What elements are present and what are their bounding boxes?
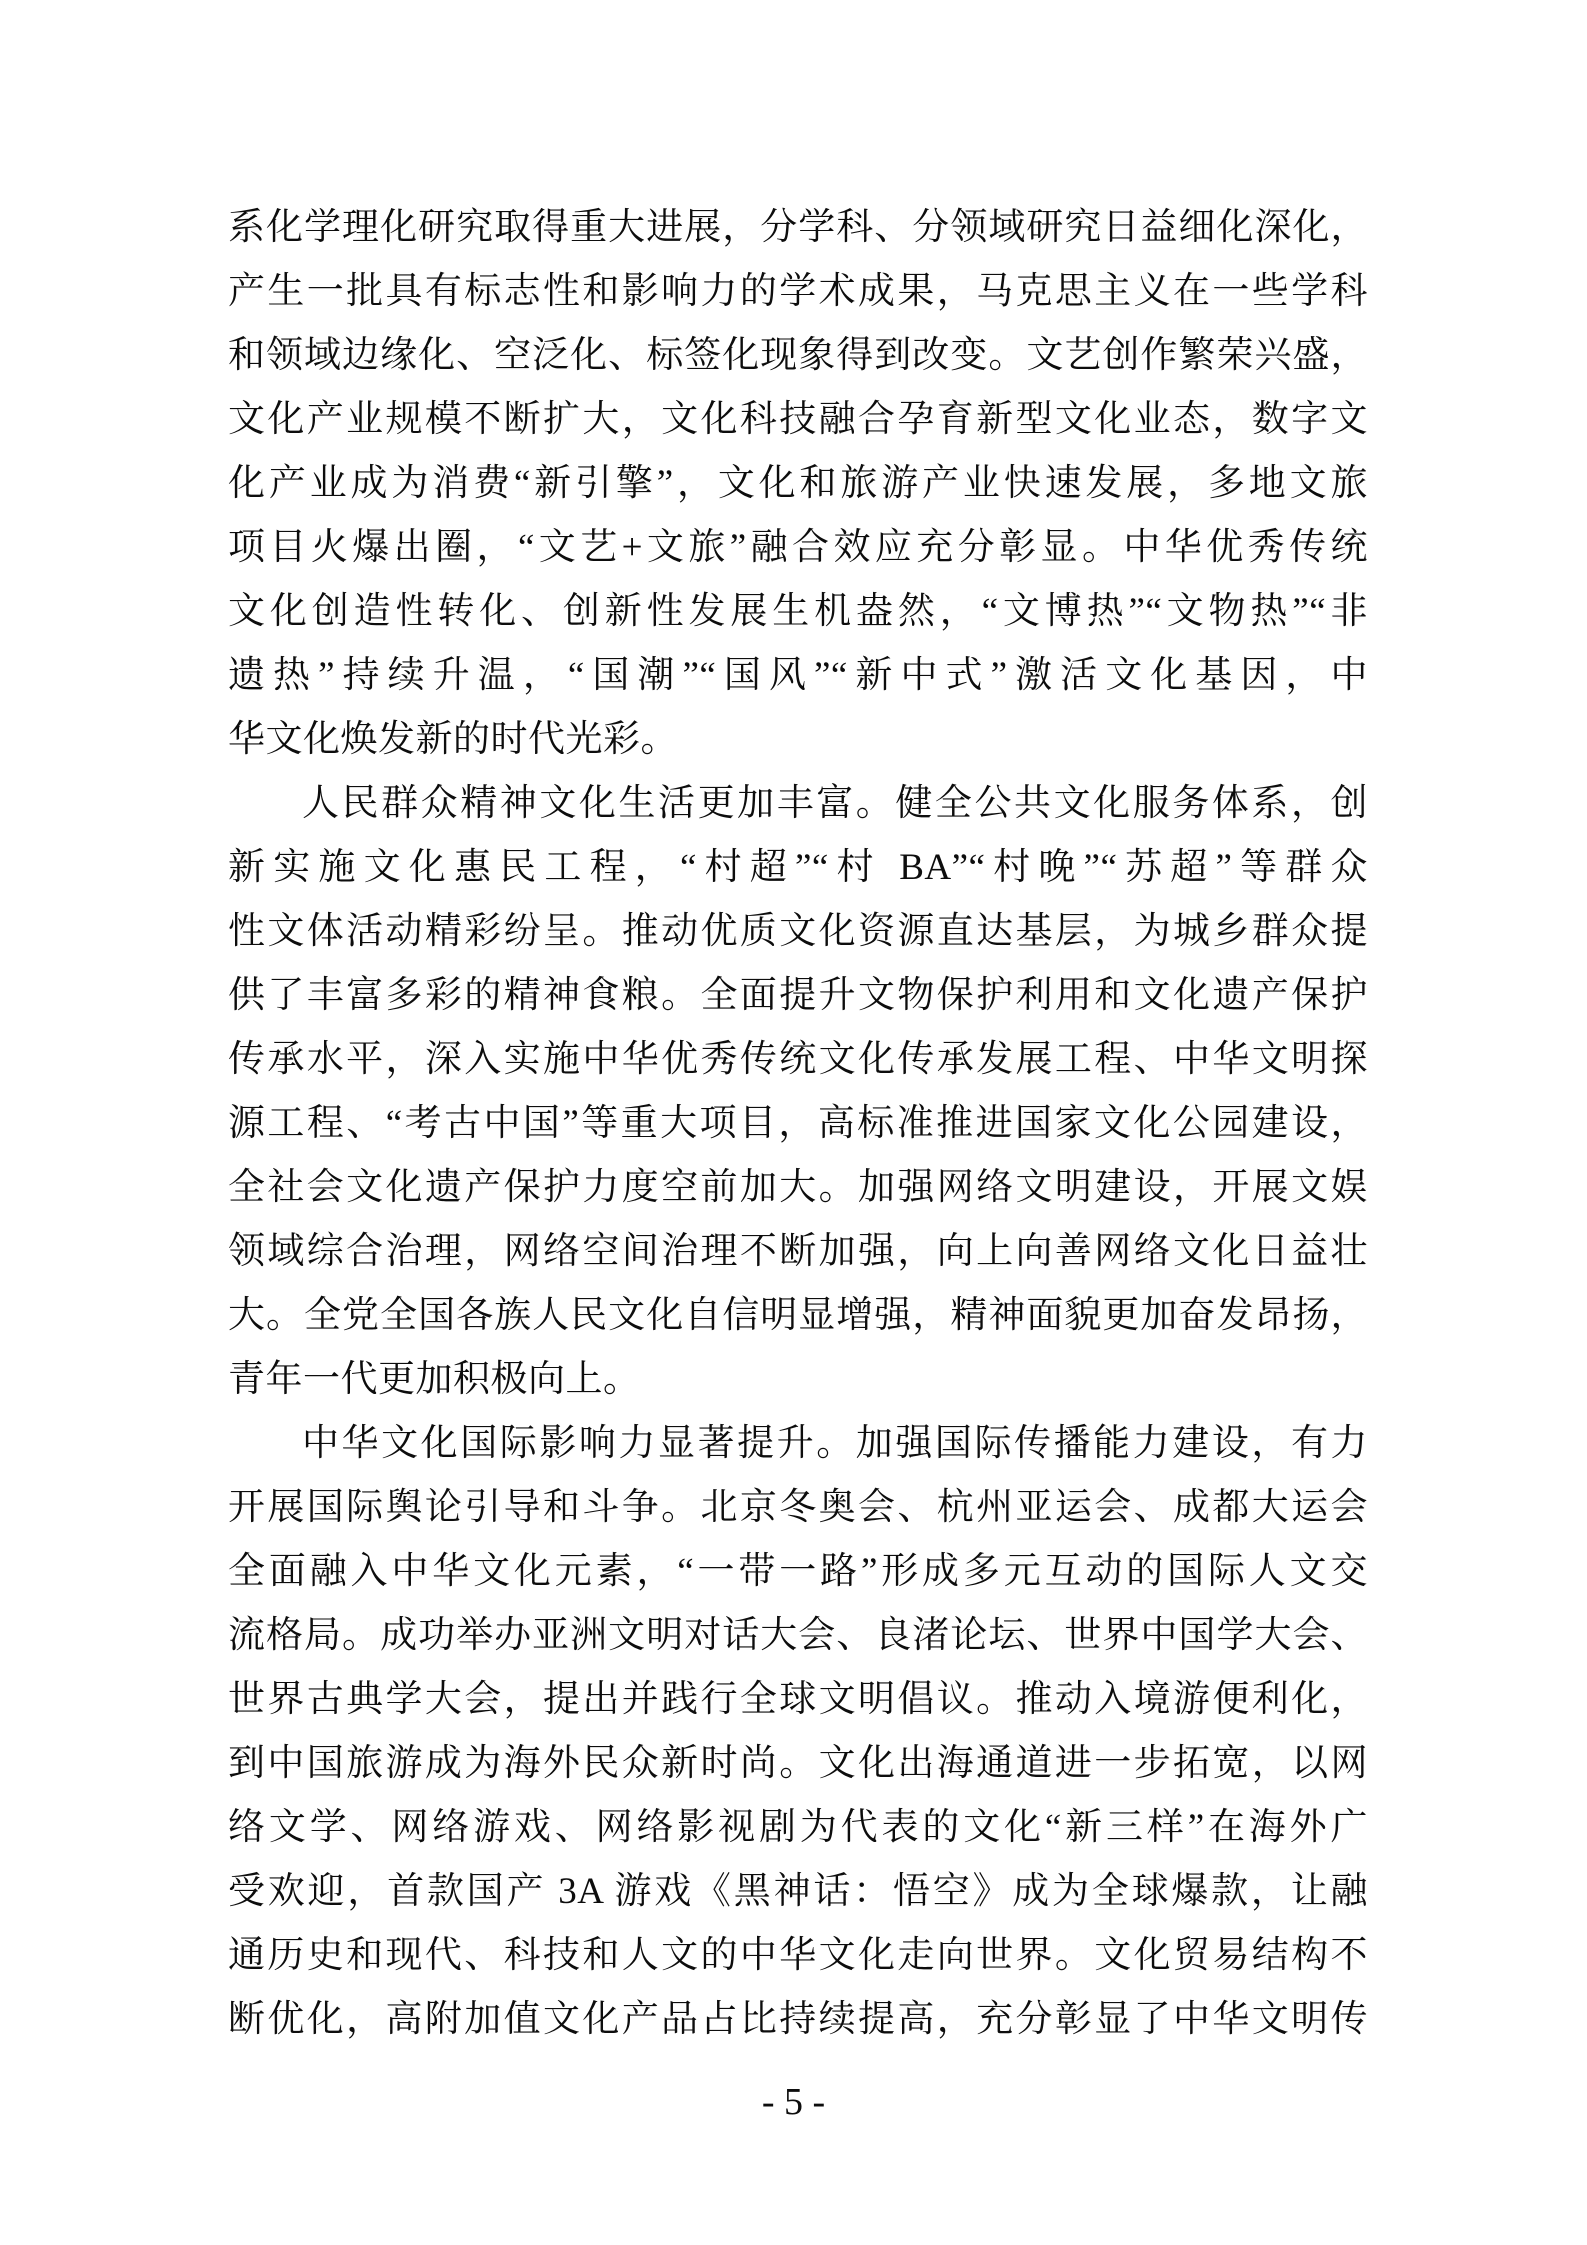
text-line: 大。全党全国各族人民文化自信明显增强，精神面貌更加奋发昂扬， [228, 1295, 1368, 1336]
text-line: 络文学、网络游戏、网络影视剧为代表的文化“新三样”在海外广 [228, 1807, 1368, 1848]
text-line: 开展国际舆论引导和斗争。北京冬奥会、杭州亚运会、成都大运会 [228, 1487, 1368, 1528]
text-line: 产生一批具有标志性和影响力的学术成果，马克思主义在一些学科 [228, 271, 1368, 312]
text-line: 系化学理化研究取得重大进展，分学科、分领域研究日益细化深化， [228, 207, 1368, 248]
text-line: 断优化，高附加值文化产品占比持续提高，充分彰显了中华文明传 [228, 1999, 1368, 2040]
text-line: 文化产业规模不断扩大，文化科技融合孕育新型文化业态，数字文 [228, 399, 1368, 440]
text-line: 遗热”持续升温，“国潮”“国风”“新中式”激活文化基因，中 [228, 655, 1368, 696]
text-line: 人民群众精神文化生活更加丰富。健全公共文化服务体系，创 [302, 783, 1368, 824]
page-number: - 5 - [761, 2081, 826, 2123]
text-line: 传承水平，深入实施中华优秀传统文化传承发展工程、中华文明探 [228, 1039, 1368, 1080]
text-line: 项目火爆出圈，“文艺+文旅”融合效应充分彰显。中华优秀传统 [228, 527, 1368, 568]
text-line: 性文体活动精彩纷呈。推动优质文化资源直达基层，为城乡群众提 [228, 911, 1368, 952]
text-line: 青年一代更加积极向上。 [228, 1359, 641, 1400]
text-line: 受欢迎，首款国产 3A 游戏《黑神话：悟空》成为全球爆款，让融 [228, 1871, 1368, 1912]
text-line: 全面融入中华文化元素，“一带一路”形成多元互动的国际人文交 [228, 1551, 1368, 1592]
text-line: 华文化焕发新的时代光彩。 [228, 719, 678, 760]
text-line: 全社会文化遗产保护力度空前加大。加强网络文明建设，开展文娱 [228, 1167, 1368, 1208]
text-line: 流格局。成功举办亚洲文明对话大会、良渚论坛、世界中国学大会、 [228, 1615, 1368, 1656]
text-line: 通历史和现代、科技和人文的中华文化走向世界。文化贸易结构不 [228, 1935, 1368, 1976]
text-line: 到中国旅游成为海外民众新时尚。文化出海通道进一步拓宽，以网 [228, 1743, 1368, 1784]
text-line: 新实施文化惠民工程，“村超”“村 BA”“村晚”“苏超”等群众 [228, 847, 1368, 888]
text-line: 源工程、“考古中国”等重大项目，高标准推进国家文化公园建设， [228, 1103, 1368, 1144]
text-line: 领域综合治理，网络空间治理不断加强，向上向善网络文化日益壮 [228, 1231, 1368, 1272]
text-line: 文化创造性转化、创新性发展生机盎然，“文博热”“文物热”“非 [228, 591, 1368, 632]
text-line: 供了丰富多彩的精神食粮。全面提升文物保护利用和文化遗产保护 [228, 975, 1368, 1016]
text-line: 和领域边缘化、空泛化、标签化现象得到改变。文艺创作繁荣兴盛， [228, 335, 1368, 376]
text-line: 世界古典学大会，提出并践行全球文明倡议。推动入境游便利化， [228, 1679, 1368, 1720]
text-line: 中华文化国际影响力显著提升。加强国际传播能力建设，有力 [302, 1423, 1368, 1464]
document-body [228, 196, 1368, 2052]
text-line: 化产业成为消费“新引擎”，文化和旅游产业快速发展，多地文旅 [228, 463, 1368, 504]
